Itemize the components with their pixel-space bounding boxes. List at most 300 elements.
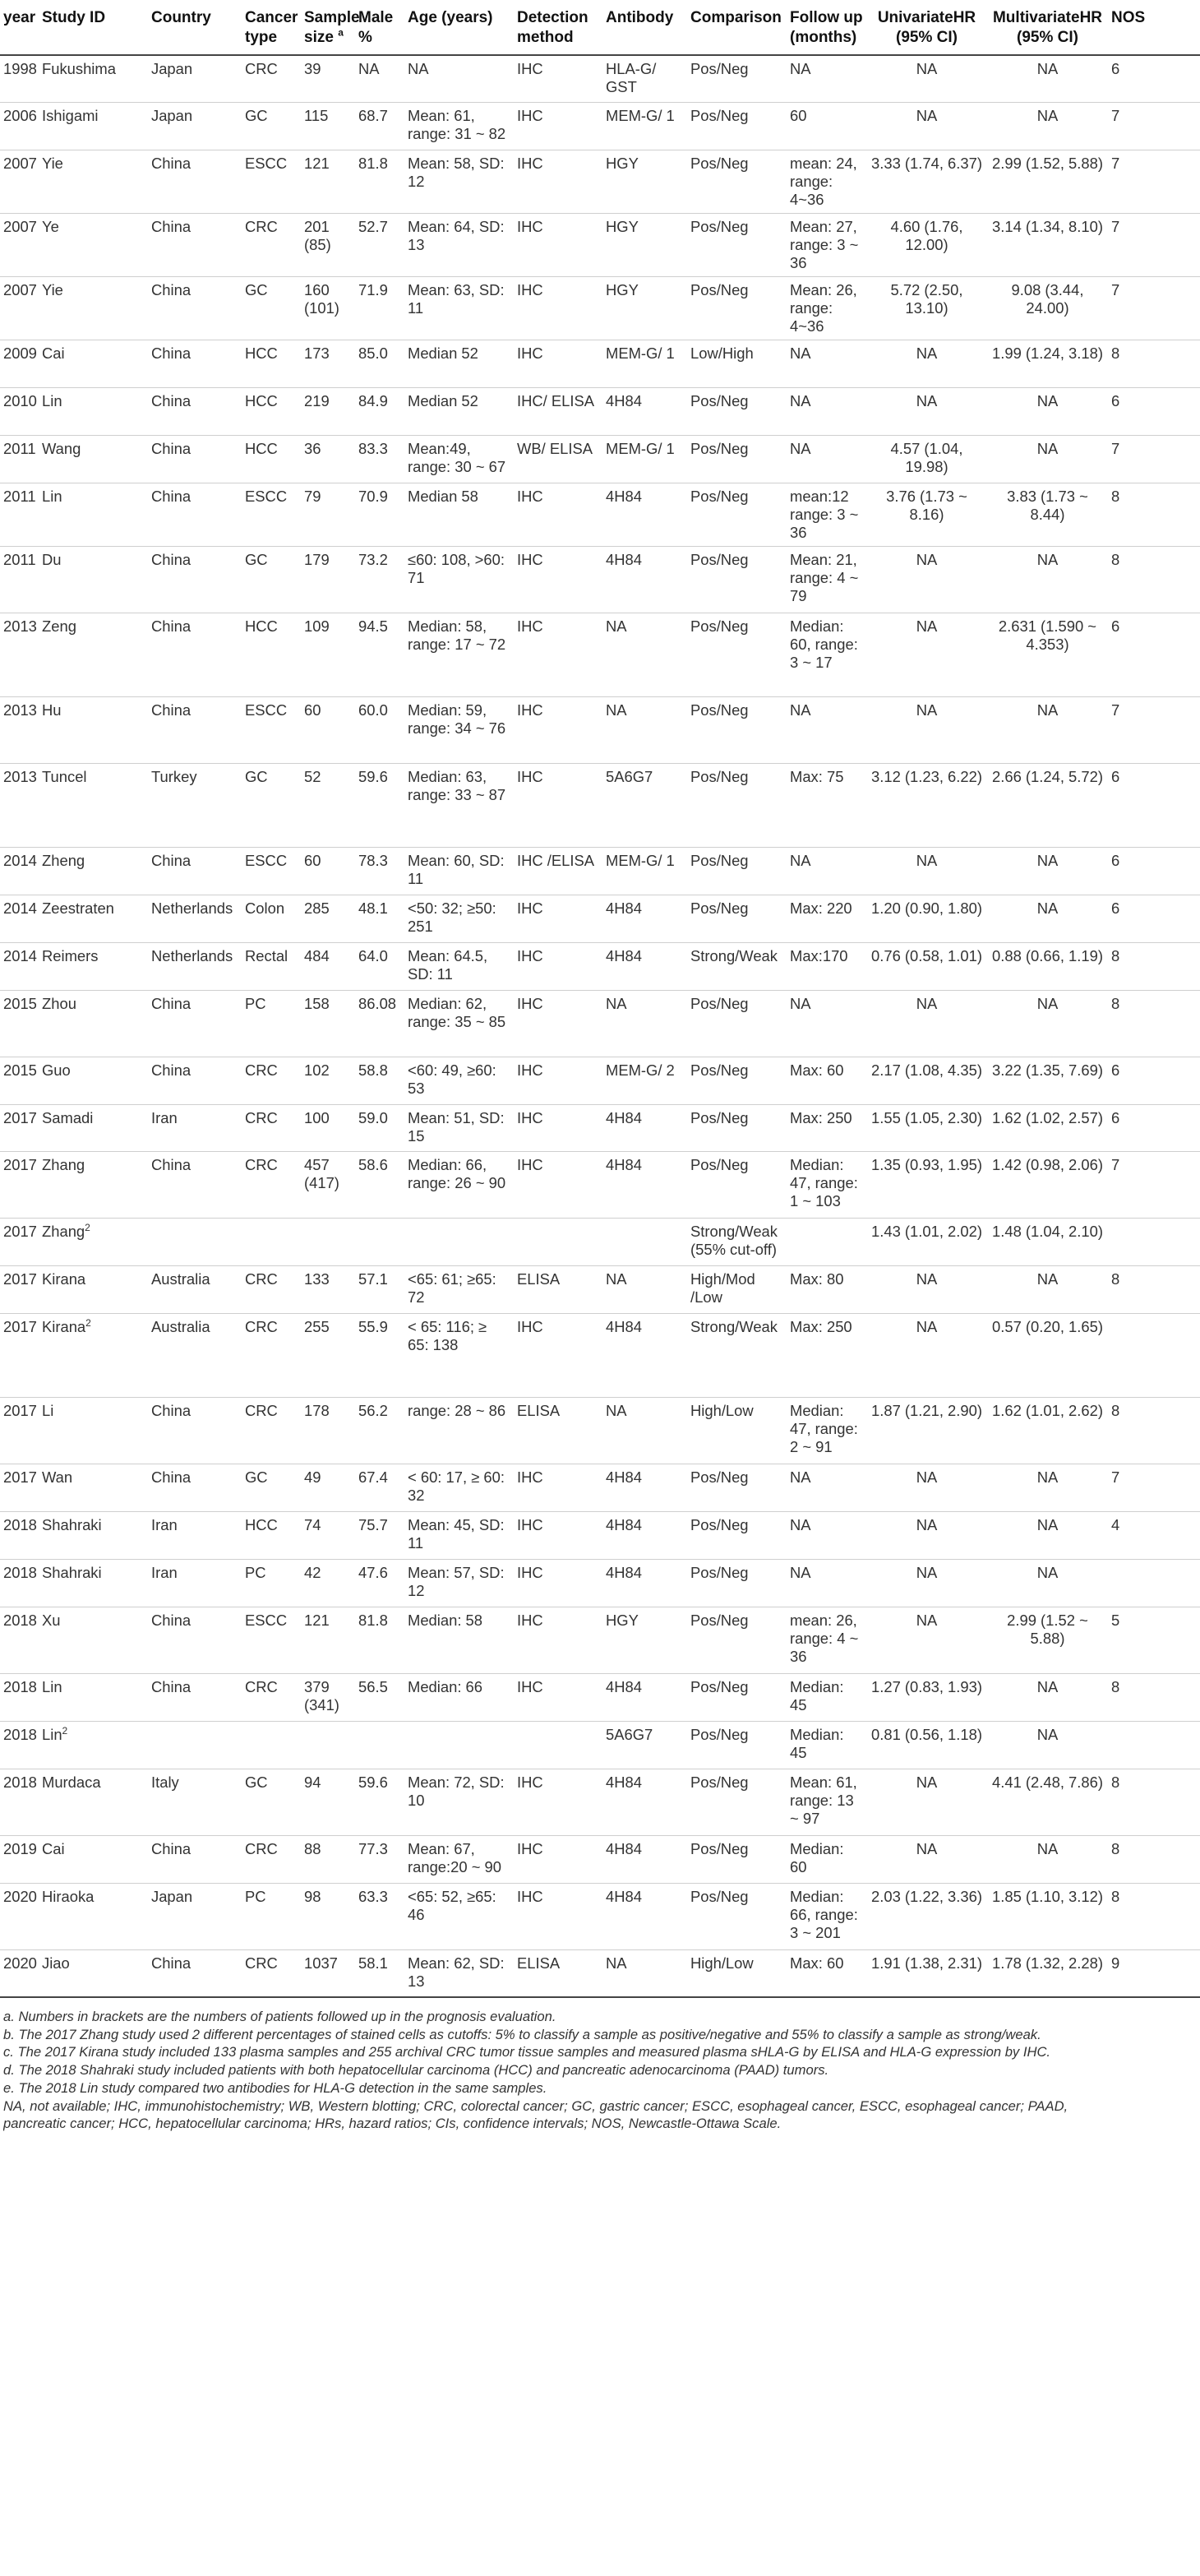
table-row xyxy=(0,895,1200,942)
follow-up-cell-text: NA xyxy=(790,1563,811,1581)
cancer-type-cell xyxy=(242,1398,301,1464)
year-cell xyxy=(0,483,39,546)
age-cell-text: Median 52 xyxy=(408,392,478,410)
year-cell xyxy=(0,990,39,1057)
antibody-cell-text: 4H84 xyxy=(606,550,642,568)
multivariate-hr-cell xyxy=(987,1769,1108,1835)
detection-method-cell xyxy=(514,1152,602,1219)
comparison-cell-text: Pos/Neg xyxy=(690,617,749,635)
study-id-cell xyxy=(39,1398,148,1464)
detection-method-cell xyxy=(514,277,602,340)
sample-size-cell-text: 39 xyxy=(304,60,321,77)
year-cell xyxy=(0,1219,39,1266)
study-id-cell-text: Zhou xyxy=(42,994,76,1012)
year-cell xyxy=(0,763,39,847)
table-row xyxy=(0,1464,1200,1512)
country-cell-text: China xyxy=(151,1468,192,1487)
study-id-cell-text: Murdaca xyxy=(42,1773,101,1791)
study-id-cell-text: Zeng xyxy=(42,617,76,635)
sample-size-cell-text: 178 xyxy=(304,1402,330,1420)
sample-size-cell xyxy=(301,1057,355,1104)
follow-up-cell xyxy=(787,942,866,990)
sample-size-cell xyxy=(301,1398,355,1464)
follow-up-cell xyxy=(787,55,866,103)
age-cell-text: Median: 63, range: 33 ~ 87 xyxy=(408,767,506,803)
multivariate-hr-cell xyxy=(987,1835,1108,1883)
age-cell-text: ≤60: 108, >60: 71 xyxy=(408,550,505,586)
sample-size-cell xyxy=(301,340,355,388)
detection-method-cell xyxy=(514,696,602,763)
follow-up-cell-text: Median: 45 xyxy=(790,1677,844,1713)
multivariate-hr-cell xyxy=(987,483,1108,546)
multivariate-hr-cell xyxy=(987,895,1108,942)
multivariate-hr-cell xyxy=(987,1057,1108,1104)
table-row xyxy=(0,1219,1200,1266)
nos-cell-text: 6 xyxy=(1111,767,1120,785)
age-cell-text: <65: 52, ≥65: 46 xyxy=(408,1887,496,1923)
follow-up-cell-text: Max: 75 xyxy=(790,767,844,785)
study-id-cell xyxy=(39,847,148,895)
sample-size-cell xyxy=(301,1314,355,1398)
detection-method-cell xyxy=(514,55,602,103)
antibody-cell-text: HGY xyxy=(606,218,639,236)
year-cell-text: 2010 xyxy=(3,392,37,410)
univariate-hr-cell xyxy=(866,1949,987,1997)
study-id-cell-text: Li xyxy=(42,1402,54,1420)
antibody-cell xyxy=(602,483,687,546)
detection-method-cell xyxy=(514,1721,602,1769)
antibody-cell xyxy=(602,1883,687,1949)
study-id-cell-text: Xu xyxy=(42,1611,61,1629)
cancer-type-cell-text: HCC xyxy=(245,345,278,363)
country-cell-text: China xyxy=(151,1611,192,1629)
table-row xyxy=(0,1949,1200,1997)
antibody-cell-text: 4H84 xyxy=(606,487,642,505)
year-cell-text: 2011 xyxy=(3,440,36,458)
country-cell xyxy=(148,55,242,103)
nos-cell xyxy=(1108,895,1200,942)
univariate-hr-cell xyxy=(866,1057,987,1104)
year-cell xyxy=(0,150,39,214)
univariate-hr-cell-text: NA xyxy=(916,701,938,719)
antibody-cell-text: HGY xyxy=(606,281,639,299)
multivariate-hr-cell xyxy=(987,1512,1108,1560)
multivariate-hr-cell-text: NA xyxy=(1036,1270,1059,1288)
nos-cell xyxy=(1108,1769,1200,1835)
male-percent-cell xyxy=(355,990,404,1057)
comparison-cell xyxy=(687,696,787,763)
nos-cell xyxy=(1108,1883,1200,1949)
year-cell xyxy=(0,340,39,388)
multivariate-hr-cell xyxy=(987,847,1108,895)
sample-size-cell xyxy=(301,1835,355,1883)
sample-size-cell-text: 201 (85) xyxy=(304,218,331,254)
univariate-hr-cell-text: NA xyxy=(916,392,938,410)
antibody-cell-text: 5A6G7 xyxy=(606,1725,653,1743)
comparison-cell-text: Pos/Neg xyxy=(690,392,749,410)
age-cell-text: range: 28 ~ 86 xyxy=(408,1402,506,1420)
nos-cell-text: 4 xyxy=(1111,1516,1120,1534)
multivariate-hr-cell-text: NA xyxy=(1036,1516,1059,1534)
cancer-type-cell-text: HCC xyxy=(245,440,278,458)
country-cell xyxy=(148,546,242,613)
detection-method-cell-text: IHC xyxy=(517,1516,543,1534)
univariate-hr-cell xyxy=(866,847,987,895)
male-percent-cell xyxy=(355,1835,404,1883)
detection-method-cell-text: IHC xyxy=(517,281,543,299)
univariate-hr-cell-text: 1.27 (0.83, 1.93) xyxy=(871,1677,982,1695)
multivariate-hr-cell-text: NA xyxy=(1036,60,1059,77)
year-cell xyxy=(0,613,39,696)
detection-method-cell-text: ELISA xyxy=(517,1402,561,1420)
univariate-hr-cell xyxy=(866,1559,987,1607)
nos-cell xyxy=(1108,990,1200,1057)
year-cell-text: 2015 xyxy=(3,1061,37,1079)
age-cell xyxy=(404,1314,514,1398)
cancer-type-cell xyxy=(242,340,301,388)
comparison-cell-text: Pos/Neg xyxy=(690,1061,749,1079)
footnote-line: d. The 2018 Shahraki study included patients with both hepatocellular carcinoma (HCC) and pancreatic adenocarcinoma (PAAD) tumors. xyxy=(3,2062,829,2079)
nos-cell xyxy=(1108,546,1200,613)
age-cell-text: Mean: 61, range: 31 ~ 82 xyxy=(408,107,506,143)
sample-size-cell xyxy=(301,1464,355,1512)
study-id-cell-text: Reimers xyxy=(42,946,99,964)
detection-method-cell xyxy=(514,150,602,214)
country-cell xyxy=(148,277,242,340)
country-cell xyxy=(148,1219,242,1266)
sample-size-cell xyxy=(301,214,355,277)
multivariate-hr-cell-text: NA xyxy=(1036,851,1059,869)
comparison-cell xyxy=(687,546,787,613)
antibody-cell xyxy=(602,277,687,340)
table-row xyxy=(0,150,1200,214)
year-cell xyxy=(0,1314,39,1398)
cancer-type-cell xyxy=(242,546,301,613)
univariate-hr-cell-text: 0.81 (0.56, 1.18) xyxy=(871,1725,982,1743)
follow-up-cell-text: 60 xyxy=(790,107,807,125)
cancer-type-cell-text: ESCC xyxy=(245,1611,288,1629)
multivariate-hr-cell xyxy=(987,696,1108,763)
sample-size-cell-text: 1037 xyxy=(304,1954,338,1972)
country-cell xyxy=(148,895,242,942)
follow-up-cell-text: Max: 60 xyxy=(790,1954,844,1972)
nos-cell-text: 8 xyxy=(1111,1677,1120,1695)
nos-cell-text: 8 xyxy=(1111,550,1120,568)
follow-up-cell xyxy=(787,1607,866,1673)
comparison-cell xyxy=(687,1266,787,1314)
study-id-cell xyxy=(39,546,148,613)
cancer-type-cell-text: CRC xyxy=(245,1318,278,1336)
study-id-cell-text: Zheng xyxy=(42,851,85,869)
antibody-cell xyxy=(602,847,687,895)
univariate-hr-cell-text: NA xyxy=(916,1468,938,1487)
cancer-type-cell-text: PC xyxy=(245,1563,266,1581)
univariate-hr-cell-text: NA xyxy=(916,1839,938,1857)
year-cell xyxy=(0,1769,39,1835)
year-cell-text: 2007 xyxy=(3,155,37,173)
country-cell xyxy=(148,1314,242,1398)
multivariate-hr-cell xyxy=(987,1949,1108,1997)
antibody-cell-text: MEM-G/ 1 xyxy=(606,107,675,125)
year-cell xyxy=(0,103,39,150)
follow-up-cell xyxy=(787,1104,866,1152)
nos-cell-text: 7 xyxy=(1111,440,1120,458)
follow-up-cell-text: Max: 60 xyxy=(790,1061,844,1079)
multivariate-hr-cell-text: 3.83 (1.73 ~ 8.44) xyxy=(1007,487,1088,523)
country-cell-text: China xyxy=(151,550,192,568)
male-percent-cell-text: 47.6 xyxy=(358,1563,388,1581)
sample-size-cell xyxy=(301,847,355,895)
multivariate-hr-cell-text: NA xyxy=(1036,1468,1059,1487)
multivariate-hr-cell-text: 1.85 (1.10, 3.12) xyxy=(992,1887,1103,1905)
age-cell xyxy=(404,613,514,696)
comparison-cell-text: Pos/Neg xyxy=(690,851,749,869)
nos-cell-text: 8 xyxy=(1111,1402,1120,1420)
study-id-cell xyxy=(39,1464,148,1512)
year-cell-text: 2018 xyxy=(3,1563,37,1581)
year-cell-text: 2007 xyxy=(3,281,37,299)
detection-method-cell-text: IHC xyxy=(517,107,543,125)
year-cell xyxy=(0,1464,39,1512)
study-id-cell-text: Fukushima xyxy=(42,60,116,77)
follow-up-cell-text: NA xyxy=(790,994,811,1012)
detection-method-cell xyxy=(514,546,602,613)
comparison-cell-text: Pos/Neg xyxy=(690,1108,749,1126)
age-cell xyxy=(404,1769,514,1835)
sample-size-cell-text: 158 xyxy=(304,994,330,1012)
follow-up-cell-text: NA xyxy=(790,392,811,410)
multivariate-hr-cell-text: NA xyxy=(1036,1563,1059,1581)
univariate-hr-cell xyxy=(866,1721,987,1769)
follow-up-cell xyxy=(787,1314,866,1398)
multivariate-hr-cell xyxy=(987,763,1108,847)
cancer-type-cell-text: CRC xyxy=(245,1839,278,1857)
detection-method-cell-text: IHC xyxy=(517,218,543,236)
male-percent-cell xyxy=(355,340,404,388)
comparison-cell-text: Pos/Neg xyxy=(690,899,749,917)
comparison-cell-text: Pos/Neg xyxy=(690,767,749,785)
nos-cell-text: 8 xyxy=(1111,1839,1120,1857)
comparison-cell-text: Pos/Neg xyxy=(690,281,749,299)
header-study-id: Study ID xyxy=(39,0,148,55)
table-row xyxy=(0,214,1200,277)
year-cell-text: 2020 xyxy=(3,1887,37,1905)
cancer-type-cell-text: CRC xyxy=(245,1061,278,1079)
follow-up-cell xyxy=(787,1835,866,1883)
cancer-type-cell xyxy=(242,895,301,942)
age-cell xyxy=(404,1721,514,1769)
multivariate-hr-cell xyxy=(987,1607,1108,1673)
detection-method-cell xyxy=(514,613,602,696)
nos-cell-text: 8 xyxy=(1111,1270,1120,1288)
follow-up-cell-text: Mean: 27, range: 3 ~ 36 xyxy=(790,218,859,272)
age-cell-text: Mean: 45, SD: 11 xyxy=(408,1516,505,1552)
year-cell xyxy=(0,696,39,763)
age-cell xyxy=(404,763,514,847)
cancer-type-cell-text: HCC xyxy=(245,1516,278,1534)
antibody-cell-text: NA xyxy=(606,1954,627,1972)
country-cell-text: Japan xyxy=(151,1887,193,1905)
year-cell xyxy=(0,895,39,942)
follow-up-cell xyxy=(787,150,866,214)
detection-method-cell-text: IHC xyxy=(517,1318,543,1336)
univariate-hr-cell-text: 3.33 (1.74, 6.37) xyxy=(871,155,982,173)
antibody-cell-text: NA xyxy=(606,1270,627,1288)
univariate-hr-cell xyxy=(866,277,987,340)
multivariate-hr-cell-text: 3.22 (1.35, 7.69) xyxy=(992,1061,1103,1079)
study-id-cell-text: Jiao xyxy=(42,1954,70,1972)
table-row xyxy=(0,990,1200,1057)
multivariate-hr-cell xyxy=(987,214,1108,277)
nos-cell xyxy=(1108,483,1200,546)
year-cell-text: 2017 xyxy=(3,1270,37,1288)
univariate-hr-cell xyxy=(866,150,987,214)
follow-up-cell xyxy=(787,214,866,277)
nos-cell xyxy=(1108,103,1200,150)
univariate-hr-cell xyxy=(866,1769,987,1835)
male-percent-cell-text: 57.1 xyxy=(358,1270,388,1288)
male-percent-cell-text: 55.9 xyxy=(358,1318,388,1336)
nos-cell-text: 6 xyxy=(1111,60,1120,77)
male-percent-cell xyxy=(355,546,404,613)
male-percent-cell xyxy=(355,1219,404,1266)
sample-size-cell-text: 42 xyxy=(304,1563,321,1581)
age-cell-text: Mean: 64.5, SD: 11 xyxy=(408,946,488,983)
cancer-type-cell xyxy=(242,483,301,546)
cancer-type-cell xyxy=(242,613,301,696)
univariate-hr-cell xyxy=(866,942,987,990)
sample-size-cell-text: 133 xyxy=(304,1270,330,1288)
male-percent-cell xyxy=(355,1883,404,1949)
nos-cell-text: 7 xyxy=(1111,107,1120,125)
detection-method-cell xyxy=(514,1398,602,1464)
study-id-cell xyxy=(39,763,148,847)
country-cell-text: China xyxy=(151,345,192,363)
sample-size-cell-text: 109 xyxy=(304,617,330,635)
univariate-hr-cell-text: 3.12 (1.23, 6.22) xyxy=(871,767,982,785)
follow-up-cell xyxy=(787,1949,866,1997)
male-percent-cell-text: 86.08 xyxy=(358,994,397,1012)
follow-up-cell xyxy=(787,1559,866,1607)
univariate-hr-cell xyxy=(866,696,987,763)
detection-method-cell xyxy=(514,1512,602,1560)
country-cell-text: China xyxy=(151,1061,192,1079)
detection-method-cell xyxy=(514,1883,602,1949)
cancer-type-cell-text: PC xyxy=(245,994,266,1012)
study-id-cell-text: Cai xyxy=(42,345,65,363)
detection-method-cell-text: ELISA xyxy=(517,1954,561,1972)
cancer-type-cell-text: CRC xyxy=(245,1270,278,1288)
male-percent-cell-text: 52.7 xyxy=(358,218,388,236)
nos-cell xyxy=(1108,1673,1200,1721)
sample-size-cell xyxy=(301,1152,355,1219)
antibody-cell xyxy=(602,696,687,763)
year-cell xyxy=(0,1883,39,1949)
year-cell xyxy=(0,1057,39,1104)
nos-cell-text: 7 xyxy=(1111,1156,1120,1174)
antibody-cell xyxy=(602,1057,687,1104)
year-cell-text: 2011 xyxy=(3,487,36,505)
antibody-cell xyxy=(602,388,687,436)
multivariate-hr-cell xyxy=(987,436,1108,483)
cancer-type-cell-text: GC xyxy=(245,767,268,785)
antibody-cell xyxy=(602,436,687,483)
multivariate-hr-cell-text: 2.631 (1.590 ~ 4.353) xyxy=(998,617,1097,653)
age-cell-text: Median: 58, range: 17 ~ 72 xyxy=(408,617,506,653)
detection-method-cell-text: WB/ ELISA xyxy=(517,440,593,458)
study-id-cell xyxy=(39,55,148,103)
male-percent-cell xyxy=(355,388,404,436)
table-row xyxy=(0,1559,1200,1607)
age-cell-text: NA xyxy=(408,60,429,77)
age-cell xyxy=(404,847,514,895)
follow-up-cell-text: Mean: 61, range: 13 ~ 97 xyxy=(790,1773,857,1827)
study-id-cell-text: Zeestraten xyxy=(42,899,114,917)
nos-cell xyxy=(1108,1559,1200,1607)
sample-size-cell-text: 60 xyxy=(304,851,321,869)
nos-cell-text: 7 xyxy=(1111,155,1120,173)
age-cell xyxy=(404,340,514,388)
footnote-line: e. The 2018 Lin study compared two antibodies for HLA-G detection in the same samples. xyxy=(3,2079,547,2096)
table-row xyxy=(0,1769,1200,1835)
antibody-cell xyxy=(602,1266,687,1314)
study-id-cell-text: Zhang xyxy=(42,1156,85,1174)
comparison-cell xyxy=(687,483,787,546)
detection-method-cell xyxy=(514,1949,602,1997)
year-cell-text: 2018 xyxy=(3,1773,37,1791)
follow-up-cell xyxy=(787,990,866,1057)
year-cell-text: 2020 xyxy=(3,1954,37,1972)
year-cell-text: 2013 xyxy=(3,617,37,635)
antibody-cell xyxy=(602,1512,687,1560)
follow-up-cell-text: Mean: 21, range: 4 ~ 79 xyxy=(790,550,859,604)
detection-method-cell xyxy=(514,895,602,942)
cancer-type-cell-text: CRC xyxy=(245,1156,278,1174)
age-cell-text: Mean: 63, SD: 11 xyxy=(408,281,505,317)
country-cell-text: China xyxy=(151,617,192,635)
table-row xyxy=(0,696,1200,763)
cancer-type-cell xyxy=(242,1266,301,1314)
univariate-hr-cell xyxy=(866,1104,987,1152)
detection-method-cell-text: IHC xyxy=(517,1677,543,1695)
nos-cell-text: 8 xyxy=(1111,345,1120,363)
table-row xyxy=(0,1673,1200,1721)
follow-up-cell xyxy=(787,613,866,696)
multivariate-hr-cell xyxy=(987,1673,1108,1721)
detection-method-cell-text: IHC xyxy=(517,617,543,635)
year-cell-text: 2014 xyxy=(3,899,37,917)
univariate-hr-cell-text: NA xyxy=(916,60,938,77)
male-percent-cell xyxy=(355,1057,404,1104)
multivariate-hr-cell xyxy=(987,1152,1108,1219)
univariate-hr-cell xyxy=(866,103,987,150)
country-cell xyxy=(148,613,242,696)
univariate-hr-cell-text: 1.55 (1.05, 2.30) xyxy=(871,1108,982,1126)
univariate-hr-cell xyxy=(866,1398,987,1464)
nos-cell xyxy=(1108,1512,1200,1560)
male-percent-cell-text: 58.6 xyxy=(358,1156,388,1174)
male-percent-cell xyxy=(355,436,404,483)
detection-method-cell-text: IHC xyxy=(517,1887,543,1905)
detection-method-cell-text: IHC xyxy=(517,1468,543,1487)
study-id-cell xyxy=(39,1835,148,1883)
cancer-type-cell-text: CRC xyxy=(245,218,278,236)
age-cell xyxy=(404,1559,514,1607)
comparison-cell-text: Pos/Neg xyxy=(690,440,749,458)
nos-cell xyxy=(1108,277,1200,340)
male-percent-cell xyxy=(355,1607,404,1673)
age-cell xyxy=(404,1219,514,1266)
